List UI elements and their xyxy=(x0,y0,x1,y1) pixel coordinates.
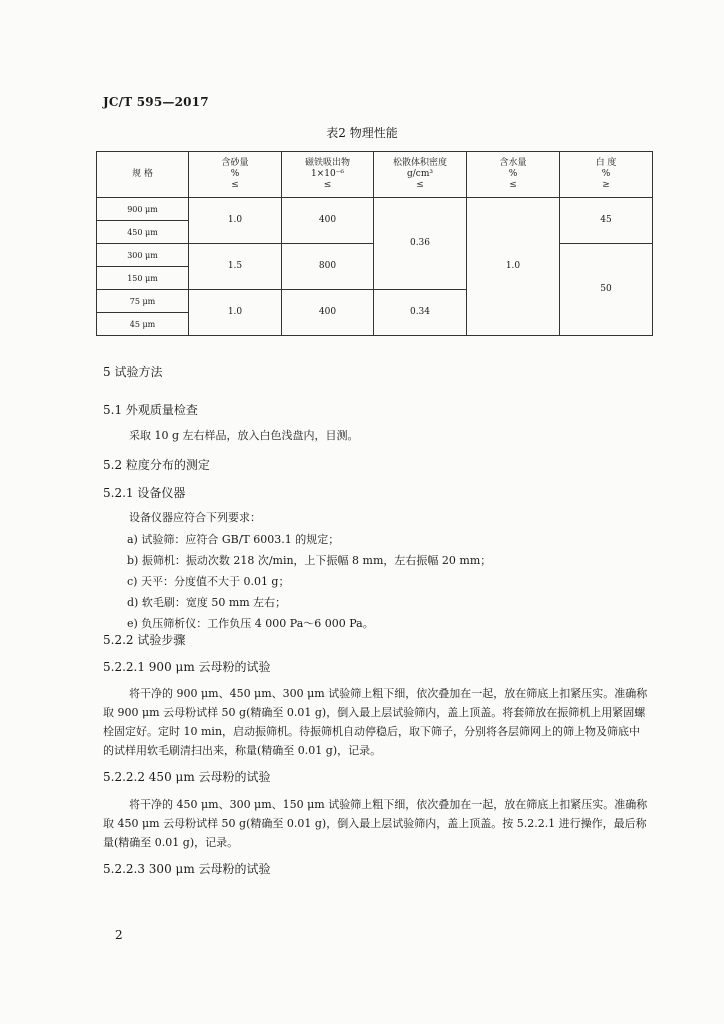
magnetic-cell: 800 xyxy=(282,244,374,290)
table-header-row xyxy=(97,152,653,198)
spec-cell: 450 μm xyxy=(97,221,189,244)
header-bulk-density xyxy=(374,152,467,198)
density-cell: 0.36 xyxy=(374,198,467,290)
heading-5: 5 试验方法 xyxy=(103,365,163,379)
spec-cell: 75 μm xyxy=(97,290,189,313)
header-line: 白 度 xyxy=(595,158,617,168)
whiteness-cell: 50 xyxy=(560,244,653,336)
header-line: % xyxy=(601,169,611,179)
header-line: 含水量 xyxy=(499,158,527,168)
standard-number: JC/T 595—2017 xyxy=(103,95,209,109)
list-item: c) 天平：分度值不大于 0.01 g； xyxy=(127,575,290,588)
paragraph: 设备仪器应符合下列要求： xyxy=(129,511,261,524)
header-line: ≤ xyxy=(231,180,239,190)
paragraph: 采取 10 g 左右样品，放入白色浅盘内，目测。 xyxy=(129,429,359,442)
physical-properties-table xyxy=(96,151,653,336)
header-moisture xyxy=(467,152,560,198)
header-line: 松散体积密度 xyxy=(392,158,447,168)
paragraph: 将干净的 450 μm、300 μm、150 μm 试验筛上粗下细，依次叠加在一起，放在筛底上扣紧压实。准确称取 450 μm 云母粉试样 50 g(精确至 0.01 g)，倒入最上层试验筛内，盖上顶盖。按 5.2.2.1 进行操作，最后称量(精确至 0.01 g)，记录。 xyxy=(103,798,648,849)
page-number: 2 xyxy=(115,928,123,942)
heading-5-1: 5.1 外观质量检查 xyxy=(103,403,198,417)
sand-cell: 1.5 xyxy=(189,244,282,290)
magnetic-cell: 400 xyxy=(282,198,374,244)
table-row xyxy=(97,198,653,221)
header-whiteness xyxy=(560,152,653,198)
list-item: a) 试验筛：应符合 GB/T 6003.1 的规定； xyxy=(127,533,340,546)
list-item: d) 软毛刷：宽度 50 mm 左右； xyxy=(127,596,287,609)
header-magnetic-matter xyxy=(282,152,374,198)
heading-5-2-2-1: 5.2.2.1 900 μm 云母粉的试验 xyxy=(103,660,271,674)
list-item: b) 振筛机：振动次数 218 次/min，上下振幅 8 mm，左右振幅 20 mm； xyxy=(127,554,492,567)
paragraph: 将干净的 900 μm、450 μm、300 μm 试验筛上粗下细，依次叠加在一起，放在筛底上扣紧压实。准确称取 900 μm 云母粉试样 50 g(精确至 0.01 g)，倒入最上层试验筛内，盖上顶盖。将套筛放在振筛机上用紧固螺栓固定好。定时 10 min，启动振筛机。待振筛机自动停稳后，取下筛子，分别将各层筛网上的筛上物及筛底中的试样用软毛刷清扫出来，称量(精确至 0.01 g)，记录。 xyxy=(103,687,648,757)
table-title: 表2 物理性能 xyxy=(326,126,398,140)
header-line: % xyxy=(230,169,240,179)
header-line: ≤ xyxy=(323,180,332,190)
spec-cell: 300 μm xyxy=(97,244,189,267)
moisture-cell: 1.0 xyxy=(467,198,560,336)
header-line: g/cm³ xyxy=(407,169,433,179)
heading-5-2-2: 5.2.2 试验步骤 xyxy=(103,633,186,647)
header-line: 含砂量 xyxy=(221,158,249,168)
list-item: e) 负压筛析仪：工作负压 4 000 Pa～6 000 Pa。 xyxy=(127,617,374,630)
header-line: ≤ xyxy=(509,180,517,190)
whiteness-cell: 45 xyxy=(560,198,653,244)
density-cell: 0.34 xyxy=(374,290,467,336)
magnetic-cell: 400 xyxy=(282,290,374,336)
sand-cell: 1.0 xyxy=(189,198,282,244)
header-line: ≥ xyxy=(602,180,610,190)
heading-5-2: 5.2 粒度分布的测定 xyxy=(103,458,210,472)
header-line: 1×10⁻⁶ xyxy=(310,169,345,179)
spec-cell: 900 μm xyxy=(97,198,189,221)
spec-cell: 45 μm xyxy=(97,313,189,336)
heading-5-2-2-3: 5.2.2.3 300 μm 云母粉的试验 xyxy=(103,862,271,876)
heading-5-2-1: 5.2.1 设备仪器 xyxy=(103,486,186,500)
header-line: % xyxy=(508,169,518,179)
heading-5-2-2-2: 5.2.2.2 450 μm 云母粉的试验 xyxy=(103,770,271,784)
header-line: 磁铁吸出物 xyxy=(304,158,350,168)
header-spec: 规 格 xyxy=(97,152,189,198)
header-line: ≤ xyxy=(416,180,424,190)
header-sand-content xyxy=(189,152,282,198)
spec-cell: 150 μm xyxy=(97,267,189,290)
sand-cell: 1.0 xyxy=(189,290,282,336)
